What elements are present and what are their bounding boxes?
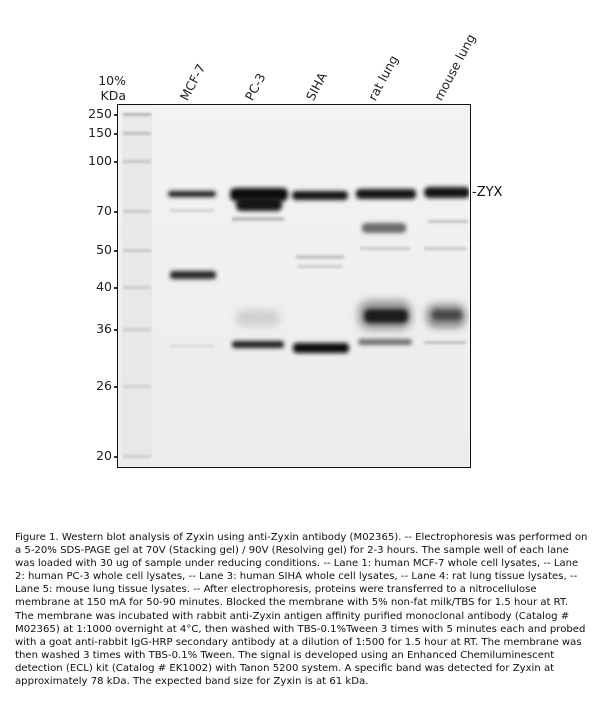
marker-50: 50 [96,242,112,257]
ladder-lane [122,113,152,458]
lane-label-1: MCF-7 [176,61,209,103]
blot-membrane-image [117,104,471,468]
lane-label-3: SIHA [302,69,330,103]
lane-label-5: mouse lung [430,31,479,103]
gel-percent-label: 10% [98,73,126,88]
zyx-band-label: -ZYX [472,185,503,200]
marker-250: 250 [88,106,112,121]
marker-150: 150 [88,125,112,140]
lane-label-4: rat lung [364,52,401,103]
marker-40: 40 [96,279,112,294]
marker-70: 70 [96,203,112,218]
figure-caption: Figure 1. Western blot analysis of Zyxin using anti-Zyxin antibody (M02365). -- Electrophoresis was performed on a 5-20% SDS-PAGE gel at 70V (Stacking gel) / 90V (Resolving gel) for 2-3 hours. The sample well of each lane was loaded with 30 ug of sample under reducing conditions. -- Lane 1: human MCF-7 whole cell lysates, -- Lane 2: human PC-3 whole cell lysates, -- Lane 3: human SIHA whole cell lysates, -- Lane 4: rat lung tissue lysates, -- Lane 5: mouse lung tissue lysates. -- After electrophoresis, proteins were transferred to a nitrocellulose membrane at 150 mA for 50-90 minutes. Blocked the membrane with 5% non-fat milk/TBS for 1.5 hour at RT. The membrane was incubated with rabbit anti-Zyxin antigen affinity purified monoclonal antibody (Catalog # M02365) at 1:1000 overnight at 4°C, then washed with TBS-0.1%Tween 3 times with 5 minutes each and probed with a goat anti-rabbit IgG-HRP secondary antibody at a dilution of 1:500 for 1.5 hour at RT. The membrane was then washed 3 times with TBS-0.1% Tween. The signal is developed using an Enhanced Chemiluminescent detection (ECL) kit (Catalog # EK1002) with Tanon 5200 system. A specific band was detected for Zyxin at approximately 78 kDa. The expected band size for Zyxin is at 61 kDa. [15,532,588,688]
marker-20: 20 [96,448,112,463]
marker-100: 100 [88,153,112,168]
kda-unit-label: KDa [100,88,126,103]
marker-36: 36 [96,321,112,336]
marker-26: 26 [96,378,112,393]
lane-label-2: PC-3 [241,70,269,103]
